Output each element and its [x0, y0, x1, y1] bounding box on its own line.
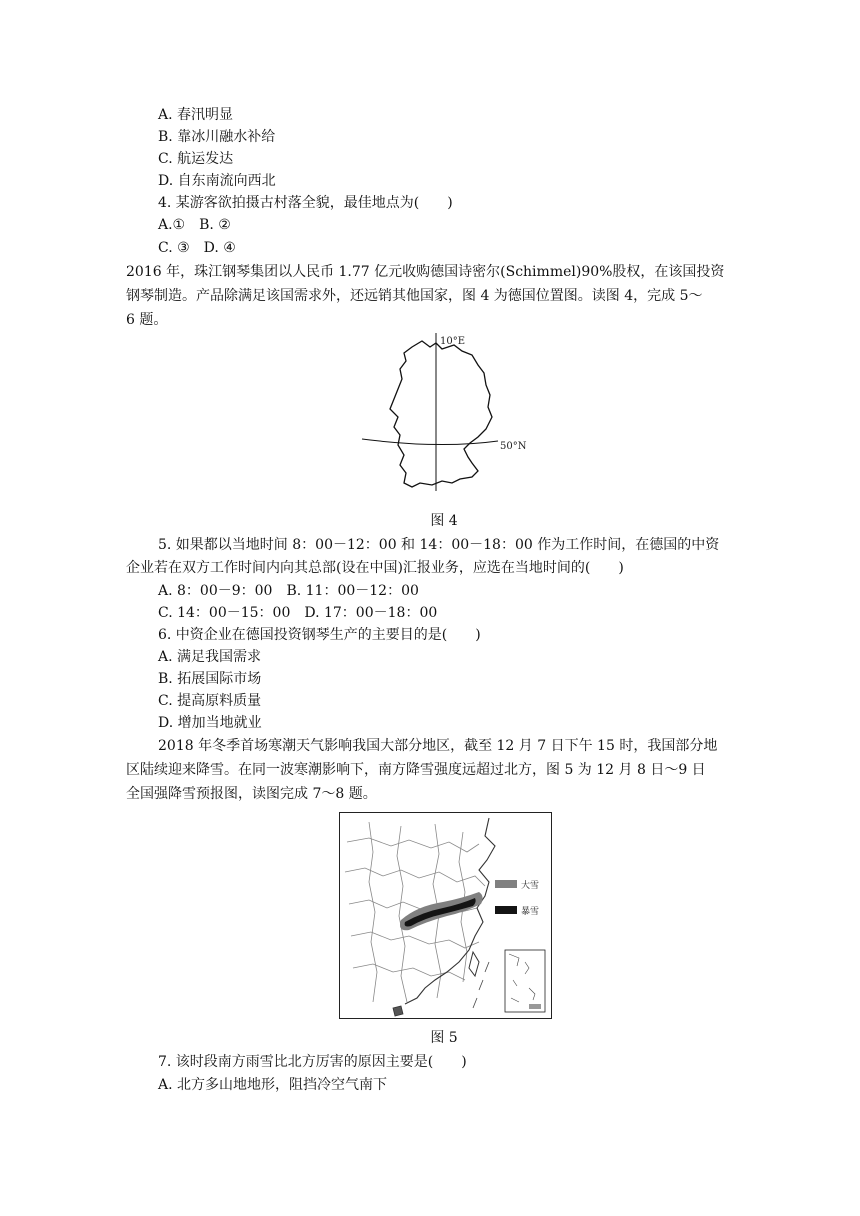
passage-78-line1: 2018 年冬季首场寒潮天气影响我国大部分地区，截至 12 月 7 日下午 15 时，我国部分地: [158, 738, 718, 754]
q3-option-d: D. 自东南流向西北: [158, 173, 276, 189]
q4-stem: 4. 某游客欲拍摄古村落全貌，最佳地点为( ): [158, 195, 453, 211]
passage-78-line2: 区陆续迎来降雪。在同一波寒潮影响下，南方降雪强度远超过北方，图 5 为 12 月 8 日～9 日: [126, 762, 706, 778]
passage-56-line1: 2016 年，珠江钢琴集团以人民币 1.77 亿元收购德国诗密尔(Schimmel)90%股权，在该国投资: [126, 264, 725, 280]
germany-outline: [390, 341, 492, 487]
q6-option-a: A. 满足我国需求: [158, 649, 262, 665]
figure-4-germany-map: [360, 333, 530, 499]
q5-stem-line1: 5. 如果都以当地时间 8：00－12：00 和 14：00－18：00 作为工作时间，在德国的中资: [158, 537, 720, 553]
passage-78-line3: 全国强降雪预报图，读图完成 7～8 题。: [126, 786, 377, 802]
figure-5-snowfall-map: [339, 812, 553, 1024]
legend-heavy-snow-swatch: [495, 880, 517, 888]
meridian-label: 10°E: [440, 336, 466, 347]
legend-blizzard-label: 暴雪: [521, 907, 540, 917]
parallel-label: 50°N: [500, 441, 527, 452]
q3-option-b: B. 靠冰川融水补给: [158, 129, 276, 145]
q4-options-row1: A.① B. ②: [158, 217, 231, 233]
q6-option-d: D. 增加当地就业: [158, 715, 262, 731]
q3-option-a: A. 春汛明显: [158, 107, 234, 123]
passage-56-line3: 6 题。: [126, 312, 168, 328]
south-china-sea-inset: [505, 950, 545, 1012]
q7-option-a: A. 北方多山地地形，阻挡冷空气南下: [158, 1077, 388, 1093]
q7-stem: 7. 该时段南方雨雪比北方厉害的原因主要是( ): [158, 1054, 467, 1070]
q5-options-row1: A. 8：00－9：00 B. 11：00－12：00: [158, 583, 419, 599]
q4-options-row2: C. ③ D. ④: [158, 240, 236, 256]
q3-option-c: C. 航运发达: [158, 151, 234, 167]
figure-5-caption: 图 5: [430, 1030, 458, 1046]
passage-56-line2: 钢琴制造。产品除满足该国需求外，还远销其他国家，图 4 为德国位置图。读图 4，完成 5～: [126, 288, 703, 304]
figure-4-caption: 图 4: [430, 513, 458, 529]
q5-options-row2: C. 14：00－15：00 D. 17：00－18：00: [158, 605, 438, 621]
legend-heavy-snow-label: 大雪: [521, 881, 540, 891]
q5-stem-line2: 企业若在双方工作时间内向其总部(设在中国)汇报业务，应选在当地时间的( ): [126, 560, 624, 576]
hainan-island: [393, 1006, 403, 1016]
q6-option-b: B. 拓展国际市场: [158, 671, 262, 687]
inset-scale-box: [529, 1004, 541, 1009]
legend-blizzard-swatch: [495, 906, 517, 914]
q6-option-c: C. 提高原料质量: [158, 693, 262, 709]
parallel-50n: [362, 439, 498, 445]
q6-stem: 6. 中资企业在德国投资钢琴生产的主要目的是( ): [158, 627, 481, 643]
